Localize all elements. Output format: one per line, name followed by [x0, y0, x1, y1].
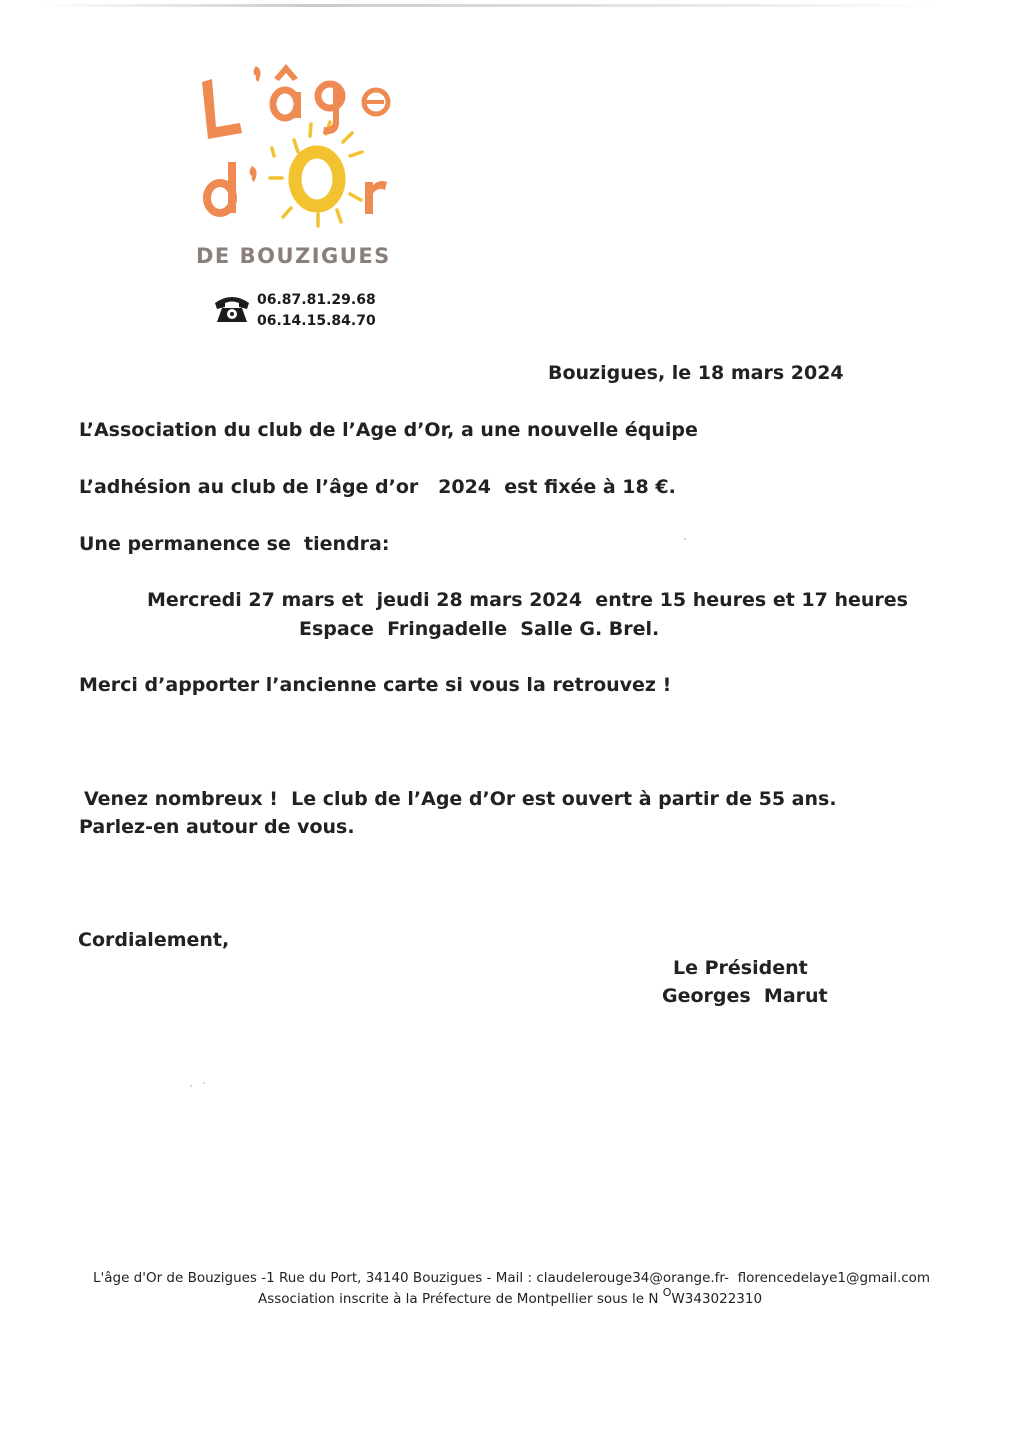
signature-name: Georges Marut: [662, 985, 828, 1007]
club-logo: [190, 44, 410, 229]
invitation-text: Venez nombreux ! Le club de l’Age d’Or est ouvert à partir de 55 ans.: [84, 788, 837, 810]
registration-prefix: Association inscrite à la Préfecture de Montpellier sous le N: [258, 1291, 663, 1307]
phone-number-2: 06.14.15.84.70: [257, 313, 376, 329]
scan-speck: [684, 538, 686, 540]
scan-edge-shadow: [40, 4, 940, 7]
announcement-new-team: L’Association du club de l’Age d’Or, a une nouvelle équipe: [79, 419, 698, 441]
telephone-icon: [213, 292, 251, 324]
permanence-location: Espace Fringadelle Salle G. Brel.: [299, 618, 660, 640]
footer-address-line: L'âge d'Or de Bouzigues -1 Rue du Port, 34140 Bouzigues - Mail : claudelerouge34@orange.fr- florencedelaye1@gmail.com: [93, 1270, 931, 1286]
phone-numbers: [257, 290, 376, 332]
signature-title: Le Président: [673, 957, 808, 979]
scan-speck: [190, 1085, 192, 1087]
logo-sun-o: [295, 152, 339, 206]
permanence-dates: Mercredi 27 mars et jeudi 28 mars 2024 entre 15 heures et 17 heures: [147, 589, 908, 611]
registration-number: W343022310: [671, 1291, 763, 1307]
spread-the-word: Parlez-en autour de vous.: [79, 816, 355, 838]
scan-speck: [203, 1082, 205, 1084]
bring-old-card: Merci d’apporter l’ancienne carte si vous la retrouvez !: [79, 674, 672, 696]
closing-salutation: Cordialement,: [78, 929, 230, 951]
logo-subtitle: DE BOUZIGUES: [196, 244, 391, 268]
phone-number-1: 06.87.81.29.68: [257, 292, 376, 308]
letter-date: Bouzigues, le 18 mars 2024: [548, 362, 844, 384]
membership-fee: L’adhésion au club de l’âge d’or 2024 est fixée à 18 €.: [79, 476, 676, 498]
footer-registration-line: [258, 1286, 763, 1310]
registration-sup: O: [662, 1286, 672, 1299]
permanence-intro: Une permanence se tiendra:: [79, 533, 390, 555]
